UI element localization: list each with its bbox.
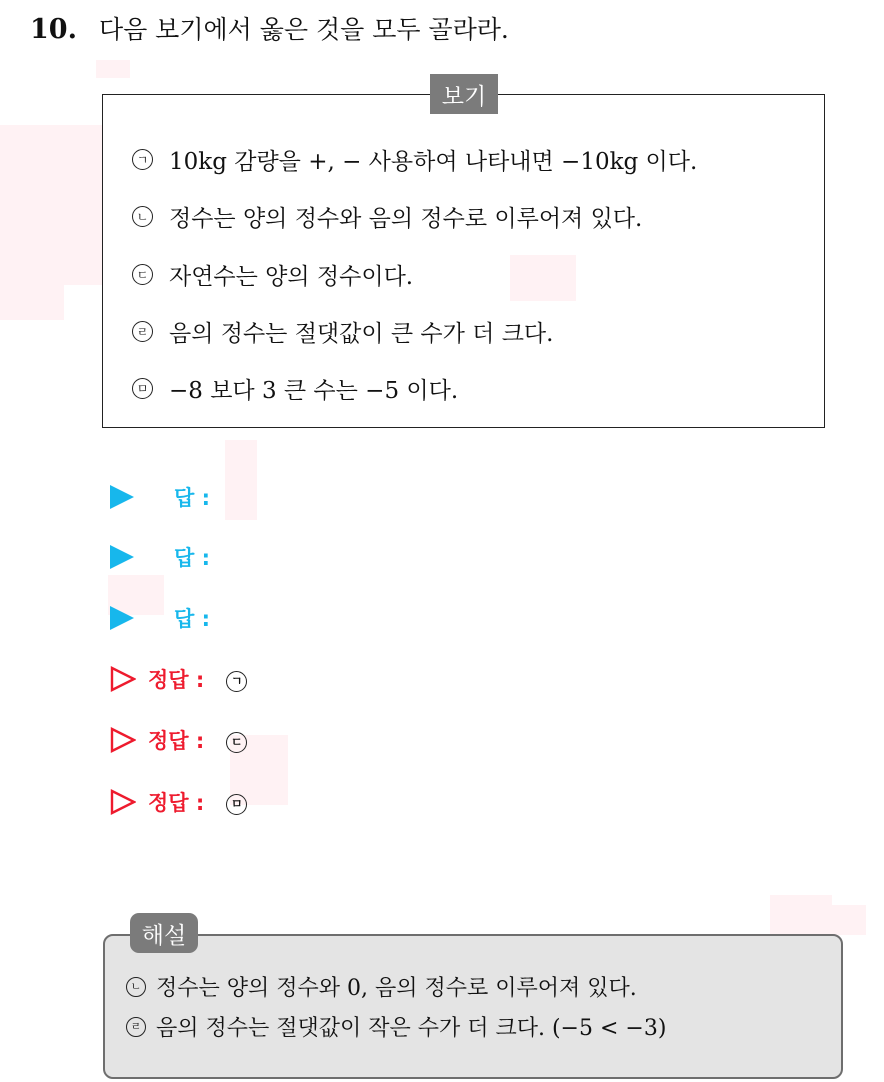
example-item [132,200,642,233]
circled-letter-icon: ㄹ [126,1017,146,1037]
circled-letter-icon: ㄴ [126,977,146,997]
circled-letter-icon: ㅁ [226,794,247,815]
solid-triangle-icon [110,545,134,569]
correct-answer-value [226,727,247,753]
explanation-label: 해설 [130,913,198,953]
explanation-line [126,1011,666,1042]
example-item-text: 10kg 감량을 +, − 사용하여 나타내면 −10kg 이다. [169,149,698,175]
circled-letter-icon: ㄹ [132,321,153,342]
example-item [132,372,458,405]
question-number: 10. [30,14,77,45]
answer-label: 답 : [174,546,210,570]
background-blot [225,440,257,520]
example-item-text: 음의 정수는 절댓값이 큰 수가 더 크다. [169,321,554,347]
solid-triangle-icon [110,485,134,509]
explanation-line [126,971,637,1002]
correct-answer-label: 정답 : [148,668,205,692]
answer-row [110,482,210,512]
outline-triangle-icon [110,666,136,692]
example-item-text: −8 보다 3 큰 수는 −5 이다. [169,378,459,404]
outline-triangle-icon [110,789,136,815]
example-box-label: 보기 [430,74,498,114]
answer-label: 답 : [174,486,210,510]
correct-answer-label: 정답 : [148,729,205,753]
example-item [132,258,413,291]
question-heading [30,10,509,46]
background-blot [96,60,130,78]
answer-row [110,542,210,572]
circled-letter-icon: ㄷ [132,264,153,285]
example-item [132,315,553,348]
correct-answer-value [226,789,247,815]
solid-triangle-icon [110,606,134,630]
question-text: 다음 보기에서 옳은 것을 모두 골라라. [98,15,509,44]
correct-answer-label: 정답 : [148,791,205,815]
circled-letter-icon: ㄷ [226,732,247,753]
circled-letter-icon: ㄱ [132,149,153,170]
correct-answer-row [110,725,247,755]
explanation-box [103,934,843,1079]
correct-answer-row [110,787,247,817]
background-blot [832,905,866,935]
example-item [132,143,697,176]
example-item-text: 자연수는 양의 정수이다. [169,264,414,290]
background-blot [770,895,832,935]
answer-row [110,603,210,633]
circled-letter-icon: ㅁ [132,378,153,399]
explanation-text: 정수는 양의 정수와 0, 음의 정수로 이루어져 있다. [156,976,637,1001]
circled-letter-icon: ㄱ [226,671,247,692]
background-blot [0,125,64,320]
circled-letter-icon: ㄴ [132,206,153,227]
outline-triangle-icon [110,727,136,753]
correct-answer-value [226,666,247,692]
correct-answer-row [110,664,247,694]
answer-label: 답 : [174,607,210,631]
explanation-text: 음의 정수는 절댓값이 작은 수가 더 크다. (−5 < −3) [156,1016,667,1041]
example-item-text: 정수는 양의 정수와 음의 정수로 이루어져 있다. [169,206,643,232]
background-blot [64,125,102,285]
